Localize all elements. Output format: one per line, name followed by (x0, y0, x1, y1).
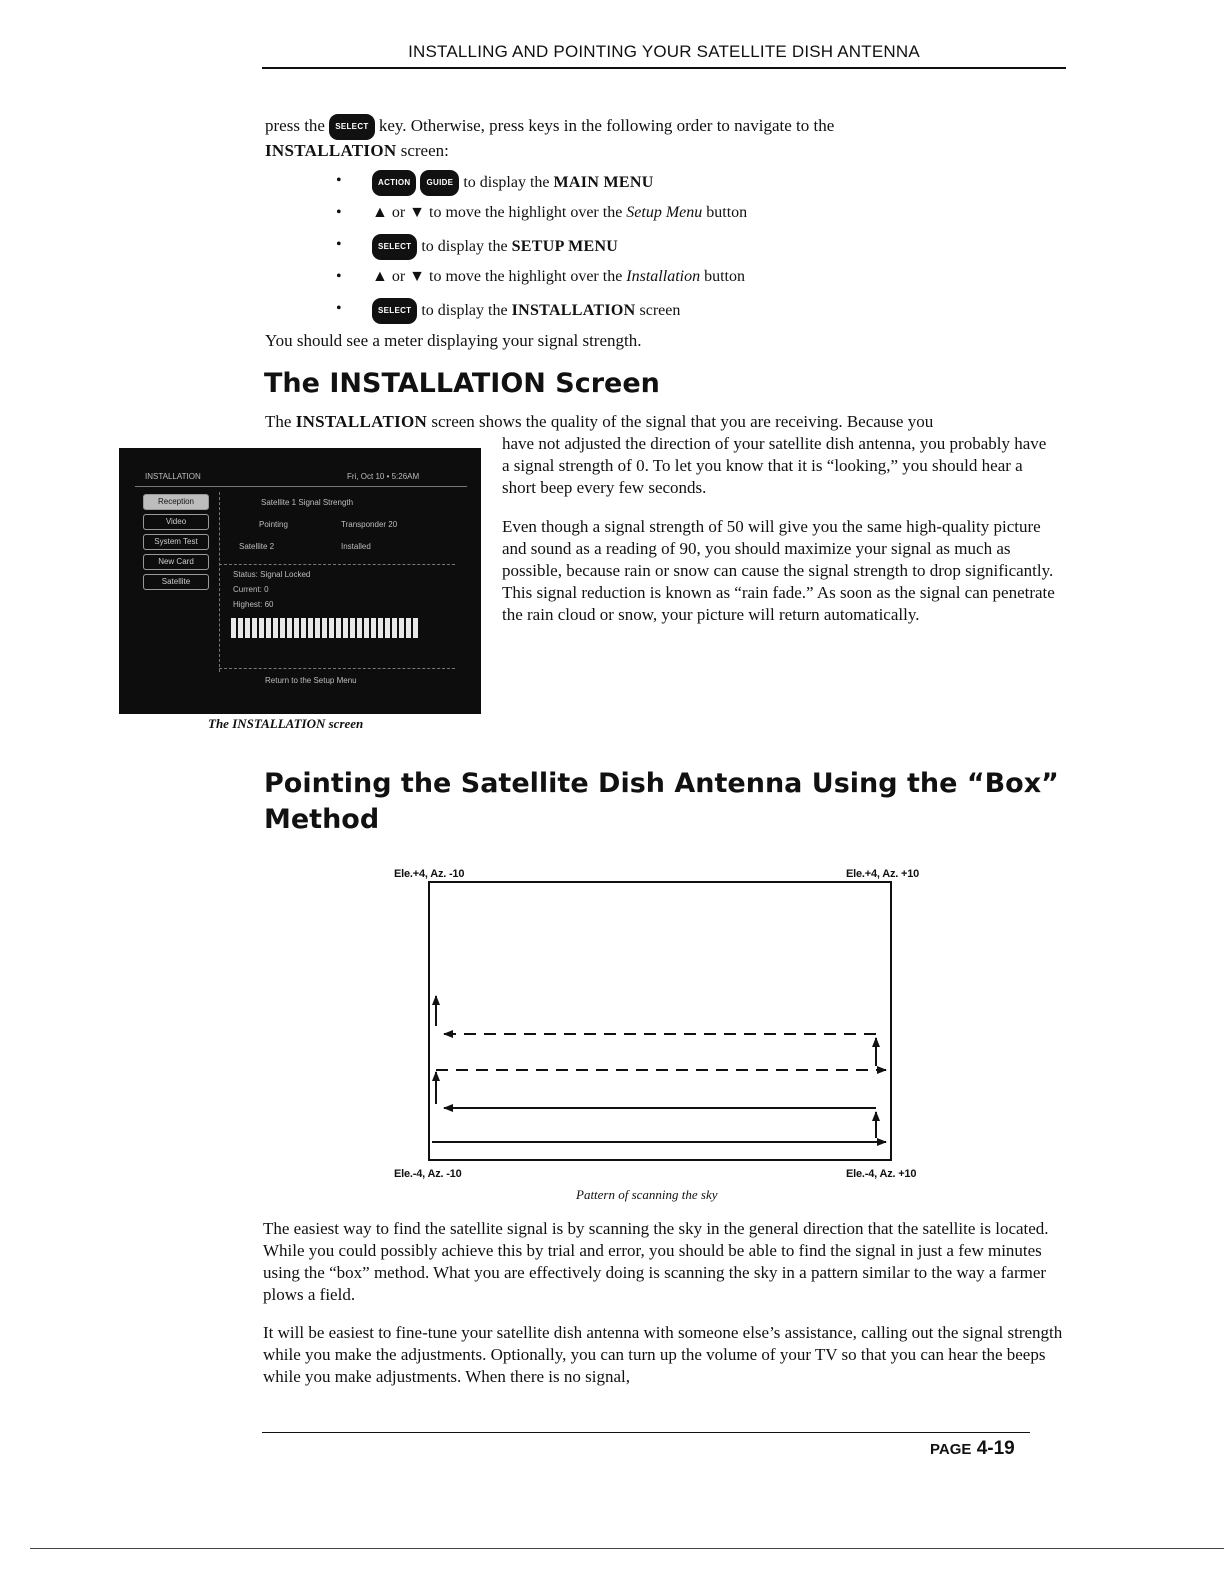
screen-row1-right: Transponder 20 (341, 520, 398, 529)
screen-title: INSTALLATION (145, 472, 201, 481)
list-item (336, 234, 747, 266)
diagram-label-top-right: Ele.+4, Az. +10 (846, 868, 920, 880)
section1-paragraph-rest: have not adjusted the direction of your satellite dish antenna, you probably have a signal strength of 0. To let you know that it is “looking,” you should hear a short beep every few seconds. (502, 434, 1047, 497)
select-key-icon: SELECT (372, 234, 417, 260)
screen-row2-right: Installed (341, 542, 371, 551)
screen-button-video: Video (143, 514, 209, 530)
page-number-value: 4-19 (976, 1438, 1015, 1459)
section-heading-box-method (264, 766, 1064, 838)
action-key-icon: ACTION (372, 170, 416, 196)
heading-line-2: Method (264, 804, 380, 835)
footer-rule (262, 1432, 1030, 1433)
diagram-label-bottom-right: Ele.-4, Az. +10 (846, 1168, 917, 1180)
meter-title: Satellite 1 Signal Strength (261, 498, 354, 507)
step-target: Setup Menu (626, 204, 703, 221)
step-text: to display the (421, 302, 508, 319)
screen-rule (219, 564, 455, 565)
screen-row2-left: Satellite 2 (239, 542, 275, 551)
guide-key-icon: GUIDE (420, 170, 459, 196)
current-value: Current: 0 (233, 585, 269, 594)
intro-paragraph (265, 114, 1045, 162)
step-text-post: screen (639, 302, 681, 319)
navigation-steps-list (336, 170, 747, 330)
diagram-label-bottom-left: Ele.-4, Az. -10 (394, 1168, 462, 1180)
page-number (930, 1438, 1015, 1460)
screen-button-system-test: System Test (143, 534, 209, 550)
step-target: SETUP MENU (511, 238, 619, 255)
screen-datetime: Fri, Oct 10 • 5:26AM (347, 472, 420, 481)
page-word: PAGE (930, 1441, 972, 1458)
step-target: INSTALLATION (511, 302, 636, 319)
section-heading-installation-screen: The INSTALLATION Screen (264, 368, 660, 399)
highest-value: Highest: 60 (233, 600, 274, 609)
screen-button-new-card: New Card (143, 554, 209, 570)
select-key-icon: SELECT (372, 298, 417, 324)
screen-panel (219, 492, 456, 672)
step-text: to move the highlight over the (429, 268, 623, 285)
step-text: to display the (463, 174, 550, 191)
installation-screen-image (119, 448, 481, 714)
list-item (336, 298, 747, 330)
arrow-keys-icon: ▲ or ▼ (372, 204, 425, 221)
screen-caption: The INSTALLATION screen (208, 716, 364, 731)
section1-paragraph-first-line (265, 411, 1065, 433)
step-text-post: button (704, 268, 745, 285)
screen-rule (219, 668, 455, 669)
step-target: MAIN MENU (553, 174, 654, 191)
status-text: Status: Signal Locked (233, 570, 311, 579)
select-key-icon: SELECT (329, 114, 374, 140)
intro-screen-name: INSTALLATION (265, 141, 397, 160)
step-target: Installation (626, 268, 701, 285)
screen-button-satellite: Satellite (143, 574, 209, 590)
step-text: to move the highlight over the (429, 204, 623, 221)
signal-meter-bar (231, 618, 418, 638)
paragraph-box-method: The easiest way to find the satellite signal is by scanning the sky in the general direction that the satellite is located. While you could possibly achieve this by trial and error, you should be able to find the signal in just a few minutes using the “box” method. What you are effectively doing is scanning the sky in a pattern similar to the way a farmer plows a field. (263, 1219, 1049, 1304)
section1-paragraph-2: Even though a signal strength of 50 will give you the same high-quality picture and sound as a reading of 90, you should maximize your signal as much as possible, because rain or snow can cause the signal strength to drop significantly. This signal reduction is known as “rain fade.” As soon as the signal can penetrate the rain cloud or snow, your picture will return automatically. (502, 517, 1055, 624)
intro-text-a: press the (265, 116, 325, 135)
after-steps-text: You should see a meter displaying your signal strength. (265, 331, 642, 350)
heading-line-1: Pointing the Satellite Dish Antenna Using the “Box” (264, 768, 1059, 799)
list-item (336, 202, 747, 234)
diagram-caption: Pattern of scanning the sky (576, 1187, 718, 1202)
scan-box (429, 882, 891, 1160)
intro-text-b: key. Otherwise, press keys in the following order to navigate to the (378, 116, 835, 135)
paragraph-fine-tune: It will be easiest to fine-tune your satellite dish antenna with someone else’s assistance, calling out the signal strength while you make the adjustments. Optionally, you can turn up the volume of your TV so that you can hear the beeps while you make adjustments. When there is no signal, (263, 1323, 1063, 1386)
screen-button-reception: Reception (143, 494, 209, 510)
screen-name: INSTALLATION (295, 412, 428, 431)
list-item (336, 266, 747, 298)
screen-footer: Return to the Setup Menu (265, 676, 357, 685)
text: screen shows the quality of the signal that you are receiving. Because you (431, 412, 934, 431)
intro-text-d: screen: (400, 141, 449, 160)
box-scan-pattern-diagram (420, 876, 900, 1166)
text: The (265, 412, 292, 431)
list-item (336, 170, 747, 202)
arrow-keys-icon: ▲ or ▼ (372, 268, 425, 285)
scan-edge-rule (30, 1548, 1224, 1549)
step-text: to display the (421, 238, 508, 255)
screen-row1-left: Pointing (259, 520, 288, 529)
header-rule (262, 67, 1066, 69)
step-text-post: button (706, 204, 748, 221)
running-header: INSTALLING AND POINTING YOUR SATELLITE DISH ANTENNA (408, 42, 920, 61)
diagram-label-top-left: Ele.+4, Az. -10 (394, 868, 465, 880)
screen-rule (135, 486, 467, 487)
